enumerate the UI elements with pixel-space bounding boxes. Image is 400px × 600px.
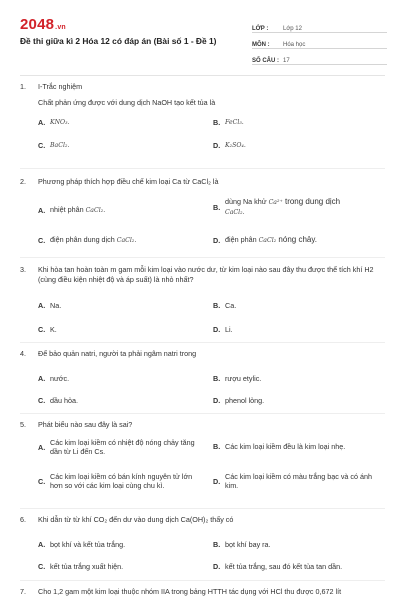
option-d[interactable] [213,472,373,490]
option-letter: A. [38,117,46,127]
option-text: điện phân dung dịch [50,235,117,244]
question-number: 3. [20,265,26,274]
question-3 [20,265,385,343]
question-text: Khi dẫn từ từ khí CO₂ đến dư vào dung dịch Ca(OH)₂ thấy có [38,515,234,524]
question-text: Để bảo quản natri, người ta phải ngâm natri trong [38,349,197,358]
option-text: dùng Na khử [225,197,269,206]
question-number: 4. [20,349,26,358]
meta-row-class [252,17,387,33]
option-letter: D. [213,476,221,486]
formula: CaCl₂ [258,237,277,244]
meta-key: SỐ CÂU : [252,58,279,64]
option-c[interactable] [38,562,206,571]
option-text: Na. [50,301,62,310]
option-letter: D. [213,325,221,334]
option-text: bọt khí bay ra. [225,540,271,549]
question-6 [20,515,385,579]
question-number: 2. [20,177,26,186]
option-letter: B. [213,374,221,383]
question-divider [20,257,385,258]
option-letter: C. [38,562,46,571]
option-letter: C. [38,476,46,486]
option-letter: A. [38,205,46,215]
formula: CaCl₂. [225,209,245,216]
formula: BaCl₂. [50,142,70,149]
meta-key: MÔN : [252,42,270,48]
option-text: kết tủa trắng, sau đó kết tủa tan dần. [225,562,343,571]
logo-suffix: .vn [55,24,66,31]
meta-info [252,17,387,65]
option-text: K. [50,325,57,334]
option-d[interactable] [213,325,381,334]
option-letter: D. [213,140,221,150]
option-a[interactable] [38,374,206,383]
option-text: nước. [50,374,70,383]
option-d[interactable] [213,140,381,150]
formula: K₂SO₄. [225,142,246,149]
formula: CaCl₂. [116,237,137,244]
option-text: bọt khí và kết tủa trắng. [50,540,126,549]
option-text: phenol lỏng. [225,396,265,405]
option-c[interactable] [38,472,203,490]
option-text: Li. [225,325,233,334]
question-text: Phát biểu nào sau đây là sai? [38,420,133,429]
option-text: kết tủa trắng xuất hiện. [50,562,124,571]
question-4 [20,349,385,413]
option-letter: A. [38,442,46,452]
formula: Ca²⁺ [268,199,283,206]
option-letter: C. [38,140,46,150]
option-text: trong dung dịch [282,197,341,206]
question-text: Khi hòa tan hoàn toàn m gam mỗi kim loại vào nước dư, từ kim loại nào sau đây thu được thể tích khí H2 (cùng điều kiện nhiệt độ và áp suất) là nhỏ nhất? [38,265,374,284]
option-letter: B. [213,301,221,310]
option-b[interactable] [213,197,393,217]
question-number: 6. [20,515,26,524]
question-divider [20,413,385,414]
question-text: I-Trắc nghiệm [38,82,83,91]
option-c[interactable] [38,396,206,405]
logo-main: 2048 [20,16,55,33]
option-text: điện phân [225,235,259,244]
meta-value: Lớp 12 [283,26,302,32]
option-text: nhiệt phân [50,205,86,214]
option-letter: A. [38,301,46,310]
option-text: Các kim loại kiềm đều là kim loại nhẹ. [225,442,346,451]
formula: KNO₃. [50,119,70,126]
meta-row-subject [252,33,387,49]
option-d[interactable] [213,562,393,571]
option-c[interactable] [38,235,206,245]
option-d[interactable] [213,396,381,405]
meta-value: Hóa học [283,42,306,48]
question-number: 5. [20,420,26,429]
option-letter: C. [38,235,46,245]
option-a[interactable] [38,540,206,549]
question-text: Cho 1,2 gam một kim loại thuộc nhóm IIA trong bảng HTTH tác dụng với HCl thu được 0,672 lít [38,587,342,596]
option-text: rượu etylic. [225,374,262,383]
option-text: Các kim loại kiềm có bán kính nguyên tử lớn hơn so với các kim loại cùng chu kì. [50,472,193,490]
option-text: dầu hỏa. [50,396,78,405]
question-divider [20,580,385,581]
question-7 [20,587,385,597]
option-letter: B. [213,117,221,127]
option-text: Ca. [225,301,237,310]
option-letter: A. [38,374,46,383]
meta-key: LỚP : [252,26,269,32]
option-text: Các kim loại kiềm có nhiệt độ nóng chảy tăng dần từ Li đến Cs. [50,438,195,456]
option-b[interactable] [213,117,381,127]
option-letter: D. [213,235,221,245]
option-b[interactable] [213,540,381,549]
option-letter: D. [213,396,221,405]
question-number: 1. [20,82,26,91]
option-letter: B. [213,202,221,212]
option-letter: B. [213,442,221,451]
option-a[interactable] [38,438,203,456]
question-number: 7. [20,587,26,596]
option-a[interactable] [38,205,206,215]
option-a[interactable] [38,301,206,310]
option-a[interactable] [38,117,206,127]
question-divider [20,508,385,509]
question-2 [20,177,385,255]
option-letter: C. [38,325,46,334]
site-logo[interactable] [20,16,66,33]
header-divider [20,75,385,76]
question-1 [20,82,385,164]
option-c[interactable] [38,325,206,334]
option-letter: B. [213,540,221,549]
question-5 [20,420,385,511]
question-subtext: Chất phản ứng được với dung dịch NaOH tạo kết tủa là [38,98,216,107]
formula: CaCl₂. [85,207,106,214]
header [20,12,385,67]
formula: FeCl₃. [225,119,244,126]
option-letter: D. [213,562,221,571]
option-text: Các kim loại kiềm có màu trắng bạc và có ánh kim. [225,472,373,490]
question-divider [20,168,385,169]
meta-value: 17 [283,58,290,64]
option-b[interactable] [213,301,381,310]
option-d[interactable] [213,235,381,245]
option-c[interactable] [38,140,206,150]
meta-row-count [252,49,387,65]
option-letter: C. [38,396,46,405]
page-title: Đề thi giữa kì 2 Hóa 12 có đáp án (Bài số 1 - Đề 1) [20,36,217,46]
option-letter: A. [38,540,46,549]
question-divider [20,342,385,343]
option-text: nóng chảy. [276,235,317,244]
question-text: Phương pháp thích hợp điều chế kim loại Ca từ CaCl₂ là [38,177,219,186]
option-b[interactable] [213,442,393,451]
option-b[interactable] [213,374,381,383]
